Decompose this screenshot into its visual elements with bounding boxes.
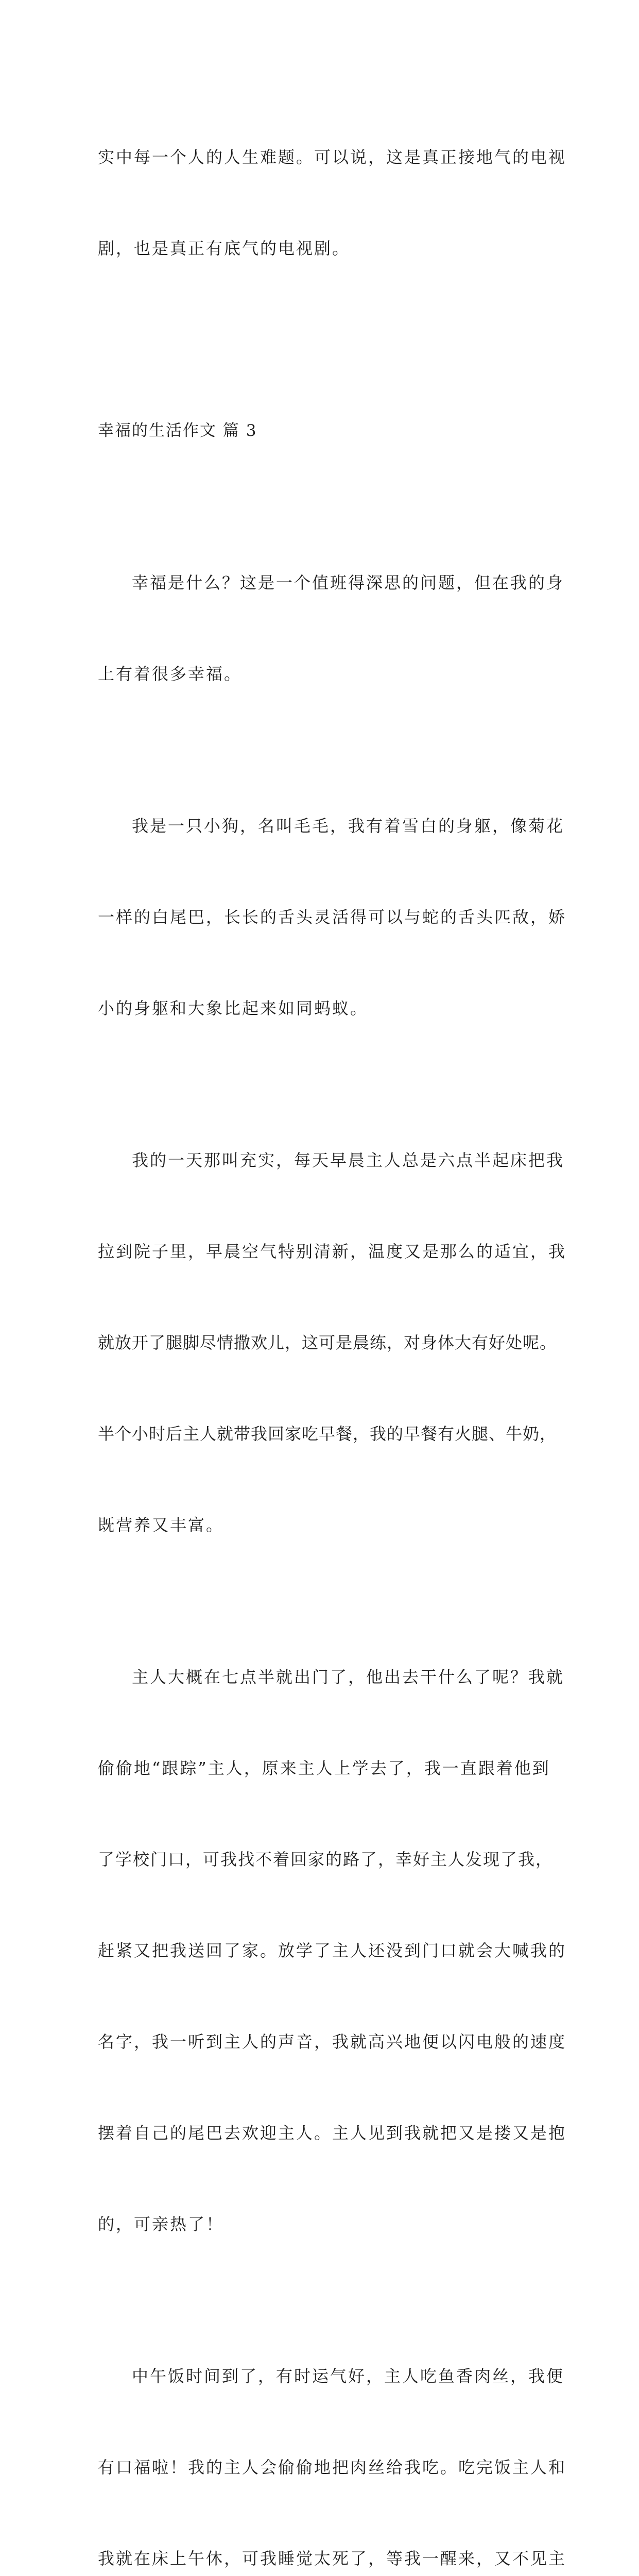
section-heading-text: 幸福的生活作文 篇 3 [98,421,257,440]
paragraph-2 [98,750,567,1084]
text-line: 剧，也是真正有底气的电视剧。 [98,239,351,258]
paragraph-1 [98,507,565,750]
section-heading [98,355,541,507]
text-line: 就放开了腿脚尽情撒欢儿，这可是晨练，对身体大有好处呢。 [98,1333,557,1352]
text-line: 一样的白尾巴，长长的舌头灵活得可以与蛇的舌头匹敌，娇 [98,907,567,927]
text-line: 既营养又丰富。 [98,1515,224,1535]
text-line: 拉到院子里，早晨空气特别清新，温度又是那么的适宜，我 [98,1242,567,1261]
text-line: 名字，我一听到主人的声音，我就高兴地便以闪电般的速度 [98,2032,567,2052]
text-line: 的，可亲热了！ [98,2214,224,2234]
text-line: 摆着自己的尾巴去欢迎主人。主人见到我就把又是搂又是抱 [98,2123,567,2143]
continuation-paragraph [98,81,567,325]
text-line: 上有着很多幸福。 [98,664,243,684]
text-line: 幸福是什么？这是一个值班得深思的问题，但在我的身 [132,573,565,592]
text-line: 偷偷地“跟踪”主人，原来主人上学去了，我一直跟着他到 [98,1758,550,1778]
text-line: 赶紧又把我送回了家。放学了主人还没到门口就会大喊我的 [98,1941,567,1960]
text-line: 中午饭时间到了，有时运气好，主人吃鱼香肉丝，我便 [132,2366,565,2386]
text-line: 主人大概在七点半就出门了，他出去干什么了呢？我就 [132,1667,565,1687]
text-line: 我的一天那叫充实，每天早晨主人总是六点半起床把我 [132,1150,565,1170]
text-line: 了学校门口，可我找不着回家的路了，幸好主人发现了我， [98,1850,554,1869]
text-line: 我是一只小狗，名叫毛毛，我有着雪白的身躯，像菊花 [132,816,565,836]
paragraph-gap [98,325,541,355]
text-line: 半个小时后主人就带我回家吃早餐，我的早餐有火腿、牛奶， [98,1424,557,1444]
text-line: 我就在床上午休，可我睡觉太死了，等我一醒来，又不见主 [98,2549,567,2568]
paragraph-4 [98,1601,567,2300]
text-line: 小的身躯和大象比起来如同蚂蚁。 [98,998,369,1018]
paragraph-3 [98,1084,567,1601]
paragraph-5 [98,2300,567,2576]
text-line: 有口福啦！我的主人会偷偷地把肉丝给我吃。吃完饭主人和 [98,2458,567,2477]
document-body [98,81,567,2576]
text-line: 实中每一个人的人生难题。可以说，这是真正接地气的电视 [98,147,567,167]
